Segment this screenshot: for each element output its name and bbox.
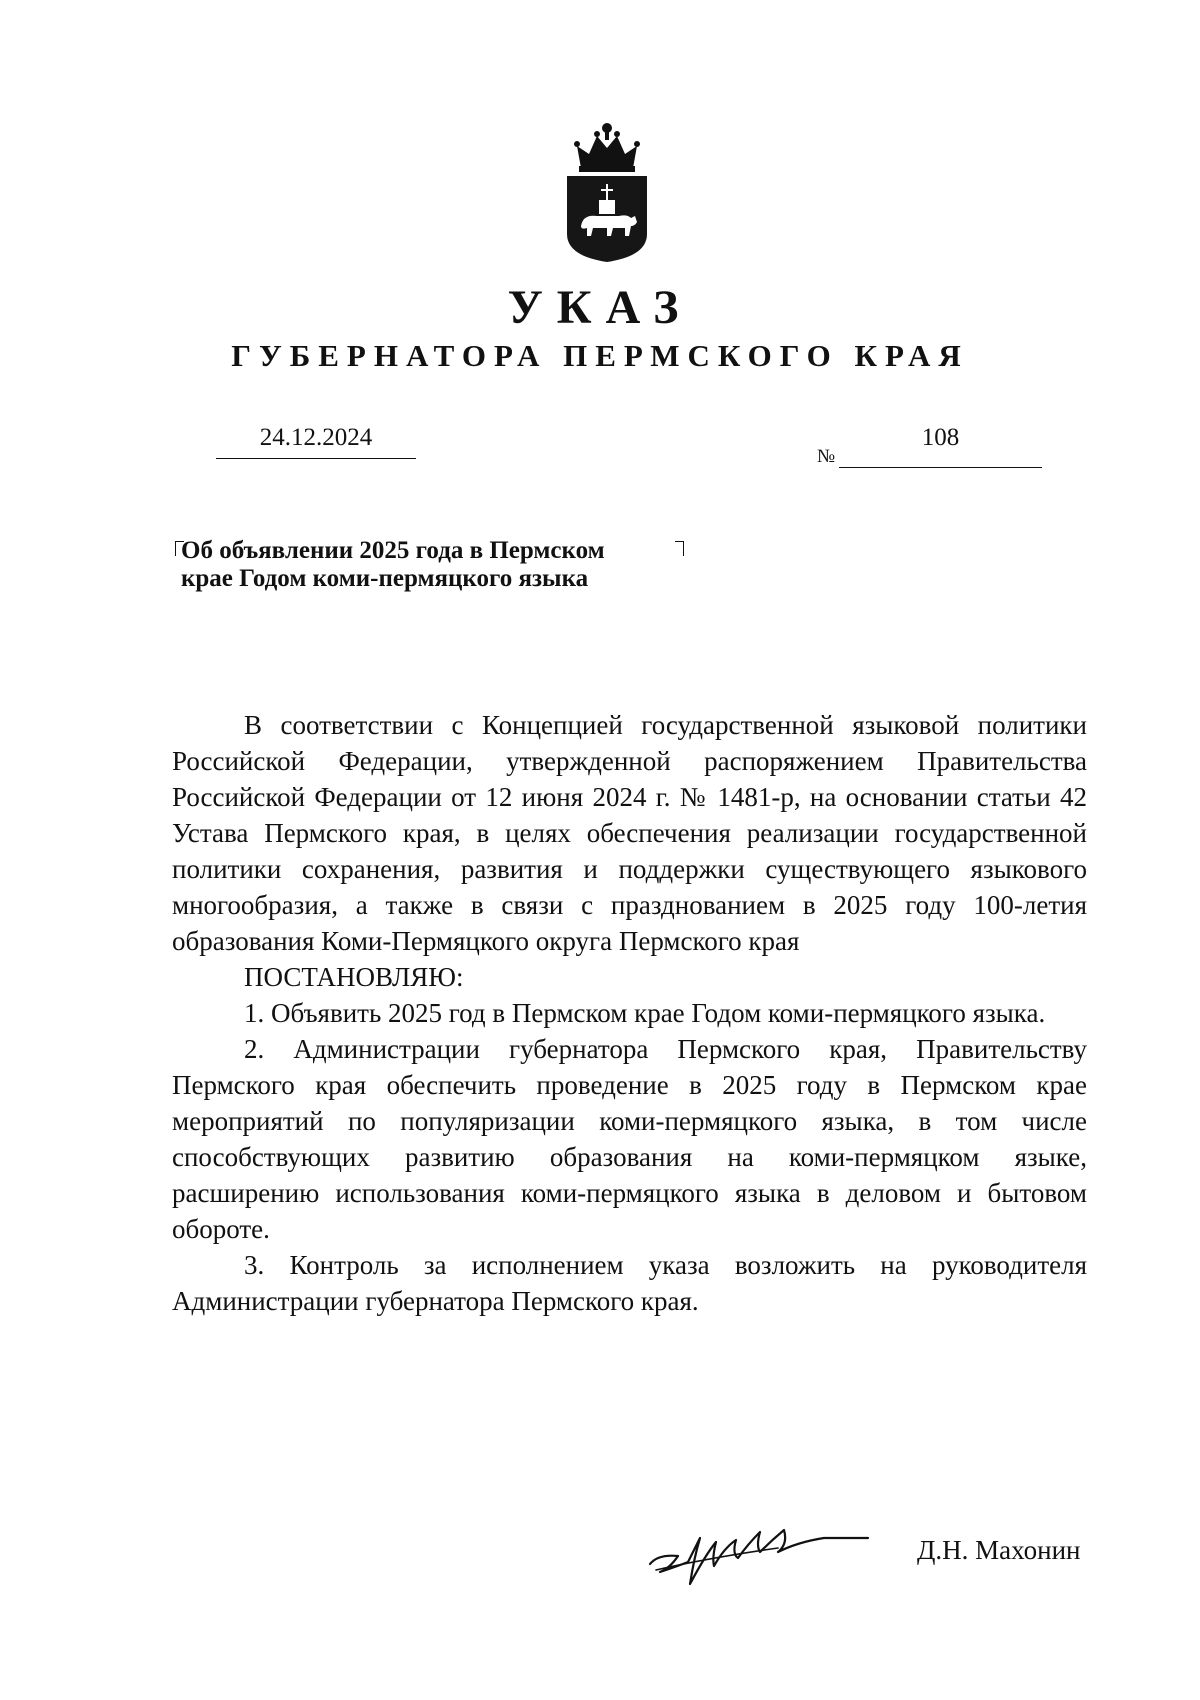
decree-item: 2. Администрации губернатора Пермского края, Правительству Пермского края обеспечить проведение в 2025 году в Пермском крае мероприятий по популяризации коми-пермяцкого языка, в том числе способствующих развитию образования на коми-пермяцком языке, расширению использования коми-пермяцкого языка в деловом и бытовом обороте. [172,1034,1087,1244]
number-underline [839,467,1042,468]
document-issuer: ГУБЕРНАТОРА ПЕРМСКОГО КРАЯ [231,338,969,373]
preamble-paragraph: В соответствии с Концепцией государственной языковой политики Российской Федерации, утвержденной распоряжением Правительства Российской Федерации от 12 июня 2024 г. № 1481-р, на основании статьи 42 Устава Пермского края, в целях обеспечения реализации государственной политики сохранения, развития и поддержки существующего языкового многообразия, а также в связи с празднованием в 2025 году 100-летия образования Коми-Пермяцкого округа Пермского края [172,710,1087,956]
decree-word: ПОСТАНОВЛЯЮ: [244,962,464,992]
document-subject [181,537,701,593]
number-sign: № [817,446,836,467]
subject-line: крае Годом коми-пермяцкого языка [181,565,589,592]
decree-item: 3. Контроль за исполнением указа возложить на руководителя Администрации губернатора Пермского края. [172,1250,1087,1316]
date-underline [216,458,416,459]
number-value: 108 [921,424,960,451]
document-body [172,707,1087,1319]
decree-item: 1. Объявить 2025 год в Пермском крае Годом коми-пермяцкого языка. [244,998,1046,1028]
subject-line: Об объявлении 2025 года в Пермском [181,537,605,564]
handwritten-signature-icon [648,1518,870,1586]
document-number [817,424,1042,468]
document-date [216,424,416,459]
document-title: УКАЗ [507,281,693,334]
date-value: 24.12.2024 [259,424,373,451]
perm-krai-coat-of-arms-icon [563,118,651,264]
signer-name: Д.Н. Махонин [917,1535,1081,1565]
